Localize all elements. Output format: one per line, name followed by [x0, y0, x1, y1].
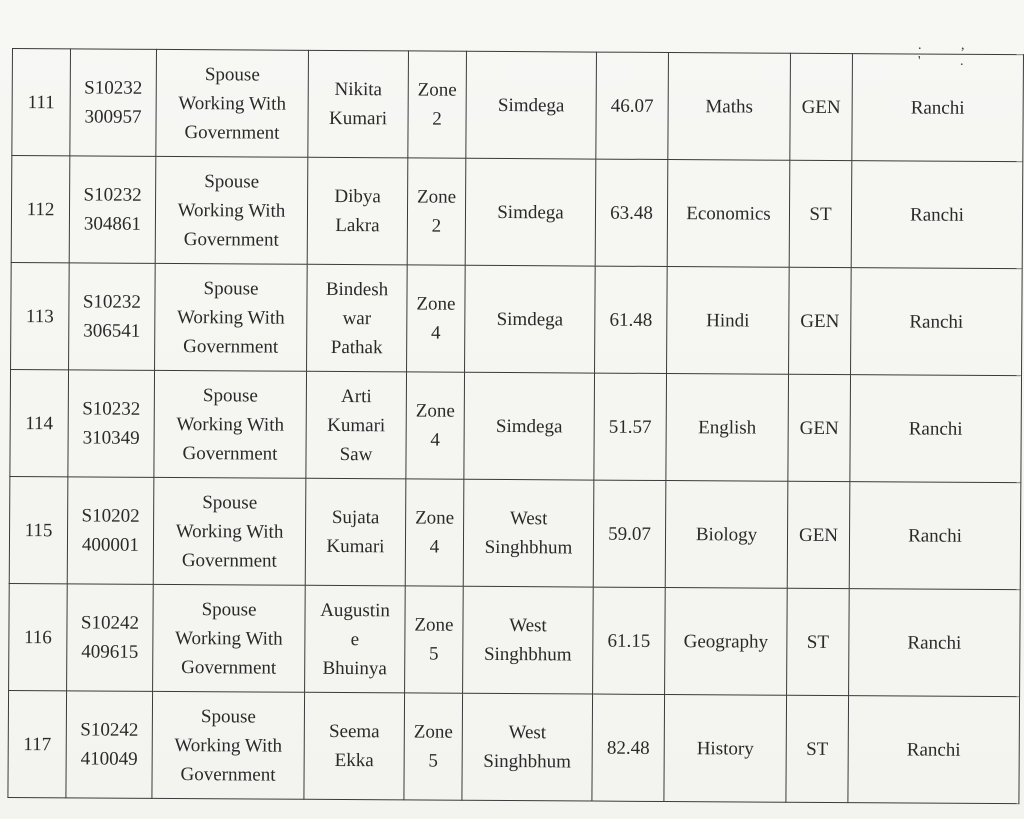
table-body [8, 49, 1024, 804]
serial-number-cell [9, 583, 68, 690]
name-line2: e [350, 628, 360, 650]
category-line1: Spouse [202, 384, 258, 407]
score-cell [593, 480, 666, 587]
zone-cell [405, 586, 464, 693]
sl: 113 [25, 305, 54, 327]
score-cell [594, 373, 667, 480]
name-line1: Sujata [331, 506, 380, 529]
category-line3: Government [181, 656, 277, 679]
subject-cell [665, 481, 788, 589]
district-cell [463, 479, 594, 587]
score: 82.48 [606, 737, 650, 759]
category-cell [153, 584, 306, 692]
caste: ST [809, 203, 832, 225]
table-row [9, 583, 1021, 696]
district-cell [466, 51, 597, 159]
district-line1: West [509, 615, 547, 637]
subject-cell [665, 588, 788, 696]
division: Ranchi [908, 524, 963, 547]
subject-cell [668, 53, 791, 161]
category-line3: Government [180, 763, 276, 786]
name-line2: Kumari [328, 107, 388, 130]
district-line1: Simdega [497, 201, 564, 223]
zone-line2: 5 [428, 750, 438, 772]
district-cell [463, 586, 594, 694]
subject-cell [664, 694, 787, 802]
id-line1: S10232 [82, 291, 142, 313]
zone-line1: Zone [414, 614, 454, 636]
sl: 115 [24, 519, 53, 541]
name-line1: Augustin [320, 599, 390, 621]
zone-cell [407, 265, 466, 372]
district-cell [465, 158, 596, 266]
name-line1: Bindesh [325, 278, 389, 300]
category-line3: Government [182, 442, 278, 465]
zone-cell [407, 158, 466, 265]
application-id-cell [67, 477, 154, 585]
sl: 117 [23, 733, 52, 755]
score-cell [593, 587, 666, 694]
district-line1: Simdega [497, 94, 565, 116]
division-cell [849, 482, 1021, 590]
category-cell [153, 477, 306, 585]
caste-category-cell [789, 160, 852, 267]
serial-number-cell [12, 49, 71, 156]
zone-line1: Zone [415, 507, 455, 529]
caste: ST [806, 738, 829, 760]
candidate-name-cell [305, 585, 406, 693]
division: Ranchi [910, 96, 965, 119]
district-cell [464, 372, 595, 480]
sl: 116 [23, 626, 52, 648]
name-line2: war [342, 307, 372, 329]
id-line1: S10232 [82, 398, 141, 420]
id-line1: S10242 [80, 612, 140, 634]
category-line2: Working With [174, 734, 283, 757]
subject-cell [666, 374, 789, 482]
zone-cell [405, 479, 464, 586]
name-line1: Dibya [334, 185, 381, 208]
division-cell [850, 375, 1022, 483]
division-cell [851, 268, 1023, 376]
division-cell [849, 589, 1021, 697]
division-cell [851, 161, 1023, 269]
caste-category-cell [788, 374, 851, 481]
score: 61.15 [607, 630, 651, 652]
table-row [10, 369, 1022, 482]
caste: ST [806, 631, 830, 653]
name-line2: Lakra [335, 214, 380, 237]
category-line2: Working With [177, 199, 286, 222]
score: 46.07 [610, 95, 654, 117]
candidate-name-cell [307, 157, 408, 265]
serial-number-cell [11, 262, 70, 369]
division: Ranchi [907, 631, 962, 654]
caste: GEN [801, 96, 841, 118]
zone-line1: Zone [415, 400, 455, 422]
score: 59.07 [608, 523, 651, 545]
name-line1: Seema [328, 720, 380, 743]
score-cell [592, 694, 665, 801]
name-line3: Bhuinya [322, 657, 387, 679]
division-cell [852, 54, 1024, 162]
caste-category-cell [786, 695, 849, 802]
id-line2: 306541 [83, 320, 141, 342]
score-cell [596, 52, 669, 159]
serial-number-cell [10, 369, 69, 476]
zone-line2: 2 [432, 108, 442, 130]
candidate-name-cell [308, 50, 409, 158]
id-line1: S10242 [80, 719, 139, 741]
id-line2: 410049 [80, 748, 138, 770]
id-line2: 310349 [82, 427, 140, 449]
table-row [11, 262, 1023, 375]
category-cell [154, 370, 307, 478]
district-line1: Simdega [496, 308, 564, 330]
caste-category-cell [789, 267, 852, 374]
subject: Maths [705, 95, 753, 118]
caste-category-cell [787, 588, 850, 695]
district-line2: Singhbhum [483, 750, 572, 773]
score: 63.48 [610, 202, 653, 224]
table-row [11, 156, 1023, 269]
category-line3: Government [183, 228, 279, 251]
caste: GEN [800, 310, 840, 332]
subject: English [698, 416, 757, 439]
id-line2: 304861 [83, 213, 141, 235]
caste: GEN [798, 524, 839, 546]
subject-cell [667, 160, 790, 268]
serial-number-cell [11, 156, 70, 263]
id-line1: S10232 [84, 77, 143, 99]
subject: Biology [695, 523, 758, 546]
division: Ranchi [906, 738, 961, 761]
category-line3: Government [183, 335, 279, 358]
category-line1: Spouse [203, 277, 259, 300]
category-line2: Working With [176, 306, 285, 329]
name-line2: Ekka [334, 749, 374, 772]
sl: 111 [27, 91, 55, 113]
score-cell [595, 266, 668, 373]
application-id-cell [69, 263, 156, 371]
id-line2: 400001 [81, 534, 140, 556]
category-line1: Spouse [201, 598, 257, 621]
subject: Geography [683, 630, 769, 653]
id-line2: 409615 [81, 641, 139, 663]
category-cell [155, 263, 308, 371]
table-row [9, 476, 1021, 589]
candidate-name-cell [305, 478, 406, 586]
category-cell [156, 49, 309, 157]
application-id-cell [68, 370, 155, 478]
district-line1: Simdega [495, 415, 563, 437]
zone-line2: 5 [428, 643, 439, 665]
candidate-name-cell [306, 371, 407, 479]
name-line2: Kumari [327, 414, 386, 436]
zone-line1: Zone [417, 186, 457, 208]
zone-line2: 4 [430, 322, 441, 344]
category-cell [152, 691, 305, 799]
sl: 112 [26, 198, 55, 220]
category-line2: Working With [176, 413, 285, 436]
division-cell [848, 696, 1020, 804]
category-line1: Spouse [202, 491, 258, 514]
district-line2: Singhbhum [484, 536, 573, 559]
candidate-table [7, 48, 1024, 804]
application-id-cell [69, 156, 156, 264]
id-line1: S10202 [81, 505, 140, 527]
serial-number-cell [9, 476, 68, 583]
sl: 114 [25, 412, 54, 434]
candidate-name-cell [307, 264, 408, 372]
category-cell [155, 156, 308, 264]
name-line3: Pathak [330, 336, 383, 358]
application-id-cell [70, 49, 157, 157]
district-line1: West [508, 722, 547, 744]
caste-category-cell [787, 481, 850, 588]
id-line1: S10232 [83, 184, 142, 206]
category-line3: Government [184, 121, 280, 144]
name-line3: Saw [339, 443, 373, 465]
candidate-name-cell [304, 692, 405, 800]
table-row [8, 690, 1020, 803]
zone-line2: 2 [431, 215, 442, 237]
application-id-cell [66, 691, 153, 799]
zone-line1: Zone [413, 721, 453, 743]
category-line2: Working With [175, 520, 284, 543]
name-line2: Kumari [326, 535, 385, 558]
division: Ranchi [910, 203, 964, 226]
score: 61.48 [609, 309, 653, 331]
category-line2: Working With [175, 627, 283, 650]
subject: Economics [686, 202, 771, 225]
id-line2: 300957 [84, 106, 142, 128]
score: 51.57 [608, 416, 652, 438]
division: Ranchi [909, 310, 964, 333]
zone-cell [408, 51, 467, 158]
district-cell [465, 265, 596, 373]
table-row [12, 49, 1024, 162]
district-line2: Singhbhum [483, 643, 572, 666]
district-line1: West [509, 508, 548, 530]
scan-corner-marks: . , ' . [918, 38, 983, 69]
name-line1: Arti [341, 385, 372, 407]
subject: History [696, 737, 754, 760]
category-line1: Spouse [200, 705, 256, 728]
zone-line2: 4 [430, 429, 440, 451]
score-cell [595, 159, 668, 266]
category-line3: Government [181, 549, 277, 572]
subject-cell [667, 267, 790, 375]
zone-cell [406, 372, 465, 479]
zone-line1: Zone [417, 79, 457, 101]
category-line1: Spouse [204, 63, 260, 86]
subject: Hindi [706, 309, 750, 332]
caste: GEN [799, 417, 839, 439]
category-line1: Spouse [204, 170, 260, 193]
division: Ranchi [908, 417, 963, 440]
name-line1: Nikita [334, 78, 383, 101]
zone-cell [404, 693, 463, 800]
category-line2: Working With [178, 92, 287, 115]
zone-line1: Zone [416, 293, 456, 315]
application-id-cell [67, 584, 154, 692]
caste-category-cell [790, 53, 853, 160]
serial-number-cell [8, 690, 67, 797]
zone-line2: 4 [429, 536, 440, 558]
district-cell [462, 693, 593, 801]
